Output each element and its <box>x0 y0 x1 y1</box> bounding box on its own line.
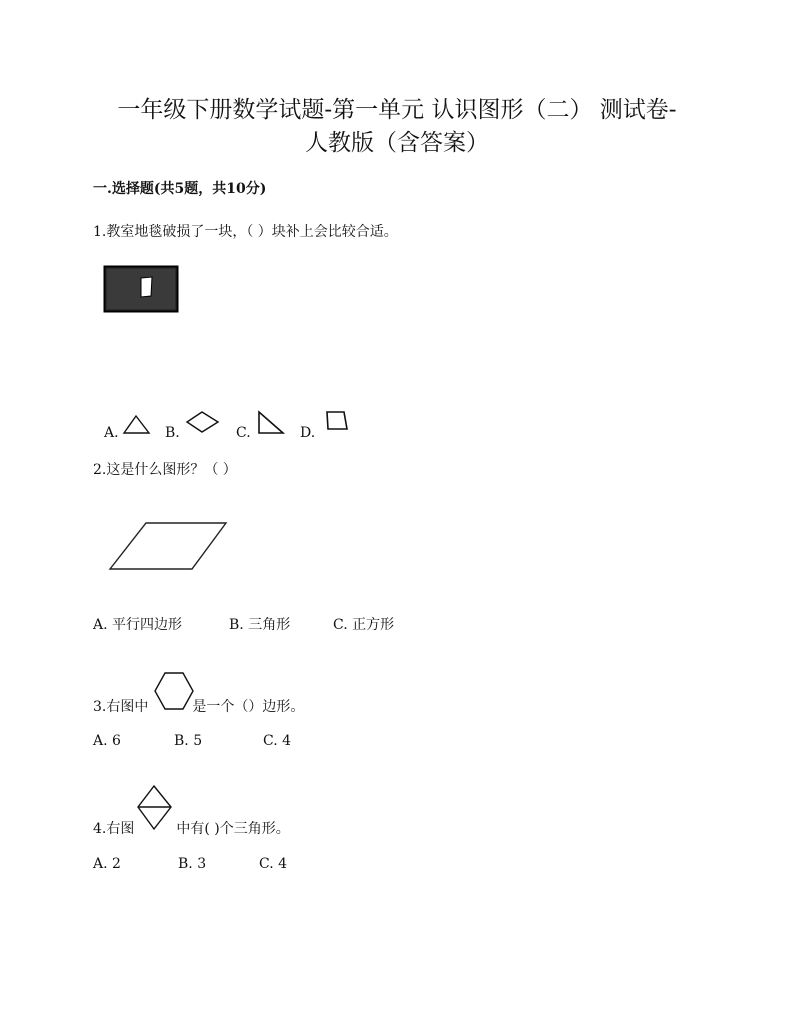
parallelogram-figure <box>108 521 230 573</box>
question-4-text-before: 4.右图 <box>93 821 135 837</box>
question-2-option-c: C. 正方形 <box>333 617 395 633</box>
question-2-text: 2.这是什么图形？（ ） <box>93 462 237 478</box>
trapezoid-option-icon <box>324 410 350 432</box>
question-4-option-b: B. 3 <box>178 856 207 872</box>
rhombus-with-diagonal-figure <box>136 784 174 832</box>
section-heading: 一.选择题(共5题，共10分) <box>93 181 267 197</box>
question-1-option-a-label: A. <box>104 425 119 441</box>
document-title-line-2: 人教版（含答案） <box>305 130 489 156</box>
question-3-option-c: C. 4 <box>263 733 292 749</box>
right-triangle-option-icon <box>256 410 286 436</box>
question-1-text: 1.教室地毯破损了一块，（ ）块补上会比较合适。 <box>93 224 398 240</box>
question-3-text-before: 3.右图中 <box>93 699 149 715</box>
triangle-option-icon <box>122 414 152 436</box>
question-3-option-b: B. 5 <box>174 733 203 749</box>
question-1-option-c-label: C. <box>236 425 251 441</box>
question-4-option-a: A. 2 <box>93 856 121 872</box>
question-4-option-c: C. 4 <box>259 856 288 872</box>
carpet-with-hole-image <box>103 265 179 313</box>
question-2-option-b: B. 三角形 <box>229 617 291 633</box>
hexagon-figure <box>153 671 195 711</box>
document-title-line-1: 一年级下册数学试题-第一单元 认识图形（二） 测试卷- <box>117 97 677 123</box>
question-1-option-b-label: B. <box>165 425 180 441</box>
question-2-option-a: A. 平行四边形 <box>93 617 183 633</box>
question-4-text-after: 中有( )个三角形。 <box>176 821 290 837</box>
question-3-option-a: A. 6 <box>93 733 121 749</box>
question-1-option-d-label: D. <box>300 425 316 441</box>
question-3-text-after: 是一个（）边形。 <box>192 699 305 715</box>
question-3-text <box>93 696 304 716</box>
question-4-text <box>93 818 290 838</box>
rhombus-option-icon <box>185 410 221 434</box>
